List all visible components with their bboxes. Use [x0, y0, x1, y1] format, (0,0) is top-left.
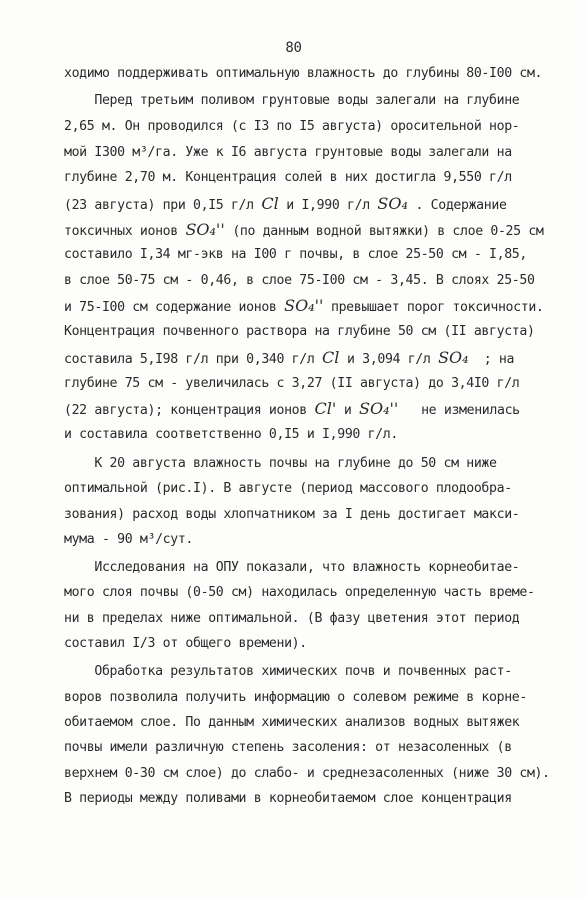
text-line: токсичных ионов SO₄'' (по данным водной вытяжки) в слое 0-25 см [64, 220, 544, 239]
text-line: в слое 50-75 см - 0,46, в слое 75-I00 см - 3,45. В слоях 25-50 [64, 273, 535, 288]
text-line: составил I/3 от общего времени). [64, 636, 307, 651]
text-line: Исследования на ОПУ показали, что влажность корнеобитае- [64, 560, 520, 575]
text-line: оптимальной (рис.I). В августе (период массового плодообра- [64, 481, 512, 496]
text-line: почвы имели различную степень засоления: от незасоленных (в [64, 740, 512, 755]
text-line: верхнем 0-30 см слое) до слабо- и среднезасоленных (ниже 30 см). [64, 766, 550, 781]
text-line: Перед третьим поливом грунтовые воды залегали на глубине [64, 93, 520, 108]
handwritten-formula: SO₄ [377, 194, 408, 213]
handwritten-formula: SO₄'' [185, 220, 225, 239]
text-line: и 75-I00 см содержание ионов SO₄'' превышает порог токсичности. [64, 296, 544, 315]
text-line: зования) расход воды хлопчатником за I день достигает макси- [64, 507, 520, 522]
text-line: глубине 2,70 м. Концентрация солей в них достигла 9,550 г/л [64, 170, 512, 185]
handwritten-formula: Cl [322, 348, 340, 367]
text-line: Концентрация почвенного раствора на глубине 50 см (II августа) [64, 324, 535, 339]
handwritten-formula: Cl' [314, 399, 337, 418]
text-line: воров позволила получить информацию о солевом режиме в корне- [64, 690, 527, 705]
handwritten-formula: SO₄ [438, 348, 469, 367]
text-line: ни в пределах ниже оптимальной. (В фазу цветения этот период [64, 611, 520, 626]
text-line: составило I,34 мг-экв на I00 г почвы, в слое 25-50 см - I,85, [64, 247, 527, 262]
text-line: Обработка результатов химических почв и почвенных раст- [64, 664, 512, 679]
text-line: составила 5,I98 г/л при 0,340 г/л Cl и 3,094 г/л SO₄ ; на [64, 348, 515, 367]
text-line: обитаемом слое. По данным химических анализов водных вытяжек [64, 715, 520, 730]
text-line: (22 августа); концентрация ионов Cl' и SO₄'' не изменилась [64, 399, 520, 418]
text-line: глубине 75 см - увеличилась с 3,27 (II августа) до 3,4I0 г/л [64, 376, 520, 391]
text-line: (23 августа) при 0,I5 г/л Cl и I,990 г/л SO₄ . Содержание [64, 194, 507, 213]
text-line: К 20 августа влажность почвы на глубине до 50 см ниже [64, 456, 497, 471]
handwritten-formula: Cl [261, 194, 279, 213]
handwritten-formula: SO₄'' [284, 296, 324, 315]
text-line: и составила соответственно 0,I5 и I,990 г/л. [64, 427, 398, 442]
text-line: В периоды между поливами в корнеобитаемом слое концентрация [64, 791, 512, 806]
handwritten-formula: SO₄'' [359, 399, 399, 418]
text-line: мой I300 м³/га. Уже к I6 августа грунтовые воды залегали на [64, 145, 512, 160]
text-line: мума - 90 м³/сут. [64, 532, 194, 547]
page-number: 80 [285, 40, 302, 56]
text-line: 2,65 м. Он проводился (с I3 по I5 августа) оросительной нор- [64, 119, 520, 134]
text-line: ходимо поддерживать оптимальную влажность до глубины 80-I00 см. [64, 66, 543, 81]
text-line: мого слоя почвы (0-50 см) находилась определенную часть време- [64, 585, 535, 600]
